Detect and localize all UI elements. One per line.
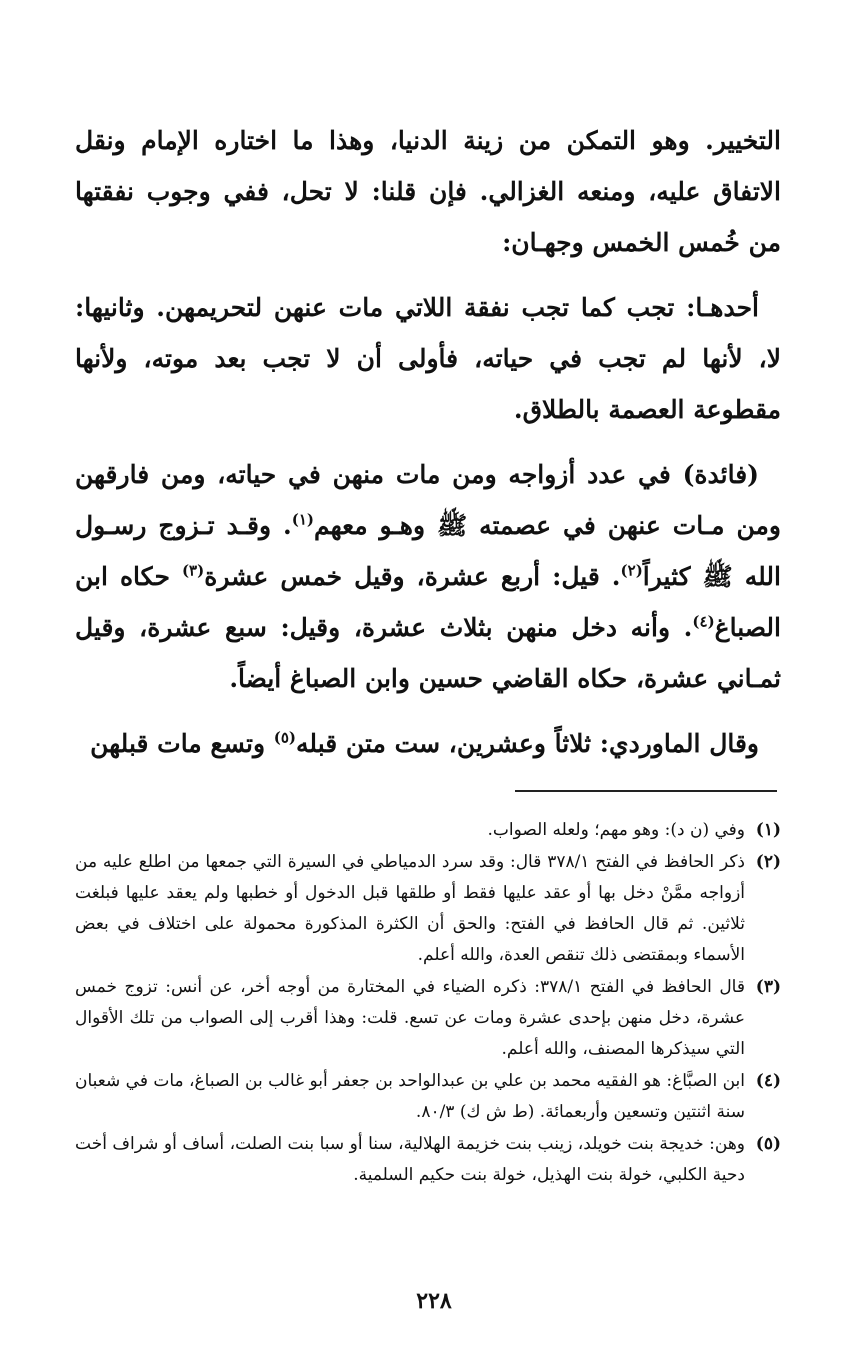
paragraph-2 bbox=[75, 282, 781, 435]
footnotes bbox=[75, 815, 781, 1192]
footnote-4 bbox=[75, 1066, 781, 1128]
footnote-1 bbox=[75, 815, 781, 846]
footnote-text: قال الحافظ في الفتح ٣٧٨/١: ذكره الضياء في المختارة من أوجه أخر، عن أنس: تزوج خمس عشرة، دخل منهن بإحدى عشرة ومات عن تسع. قلت: وهذا أقرب إلى الصواب من تلك الأقوال التي سيذكرها المصنف، والله أعلم. bbox=[75, 977, 745, 1059]
footnote-marker-5[interactable]: (٥) bbox=[273, 728, 297, 747]
footnote-marker-4[interactable]: (٤) bbox=[692, 612, 715, 631]
footnote-number: (٣) bbox=[755, 977, 781, 997]
paragraph-4-text: وقال الماوردي: ثلاثاً وعشرين، ست متن قبله bbox=[296, 729, 759, 758]
paragraph-1: التخيير. وهو التمكن من زينة الدنيا، وهذا ما اختاره الإمام ونقل الاتفاق عليه، ومنعه الغزالي. فإن قلنا: لا تحل، ففي وجوب نفقتها من خُمس الخمس وجهـان: bbox=[75, 126, 781, 257]
footnote-divider bbox=[515, 790, 777, 792]
footnote-text: وفي (ن د): وهو مهم؛ ولعله الصواب. bbox=[487, 820, 745, 840]
paragraph-3-text: حكاه ابن الصباغ bbox=[75, 562, 781, 642]
paragraph-3 bbox=[75, 449, 781, 704]
footnote-text: وهن: خديجة بنت خويلد، زينب بنت خزيمة الهلالية، سنا أو سبا بنت الصلت، أساف أو شراف أخت دحية الكلبي، خولة بنت الهذيل، خولة بنت حكيم السلمية. bbox=[75, 1134, 745, 1185]
paragraph-2-text: أحدهـا: تجب كما تجب نفقة اللاتي مات عنهن لتحريمهن. وثانيها: لا، لأنها لم تجب في حياته، فأولى أن لا تجب بعد موته، ولأنها مقطوعة العصمة بالطلاق. bbox=[75, 293, 781, 424]
paragraph-3-text: . وأنه دخل منهن بثلاث عشرة، وقيل: سبع عشرة، وقيل ثمـاني عشرة، حكاه القاضي حسين وابن الصباغ أيضاً. bbox=[75, 613, 781, 693]
main-text bbox=[75, 115, 781, 783]
footnote-marker-1[interactable]: (١) bbox=[291, 510, 314, 529]
footnote-2 bbox=[75, 847, 781, 971]
footnote-text: ابن الصبَّاغ: هو الفقيه محمد بن علي بن عبدالواحد بن جعفر أبو غالب بن الصباغ، مات في شعبان سنة اثنتين وتسعين وأربعمائة. (ط ش ك) ٨٠/٣. bbox=[75, 1071, 745, 1122]
footnote-marker-3[interactable]: (٣) bbox=[181, 561, 205, 580]
footnote-marker-2[interactable]: (٢) bbox=[620, 561, 643, 580]
page-number: ٢٢٨ bbox=[416, 1288, 452, 1314]
footnote-number: (١) bbox=[755, 820, 781, 840]
paragraph-3-text: (فائدة) في عدد أزواجه ومن مات منهن في حياته، ومن فارقهن ومن مـات عنهن في عصمته ﷺ وهـو معهم bbox=[75, 460, 782, 540]
paragraph-4-text: وتسع مات قبلهن bbox=[90, 729, 274, 758]
footnote-5 bbox=[75, 1129, 781, 1191]
footnote-3 bbox=[75, 972, 781, 1065]
footnote-text: ذكر الحافظ في الفتح ٣٧٨/١ قال: وقد سرد الدمياطي في السيرة التي جمعها من اطلع عليه من أزواجه ممَّنْ دخل بها أو عقد عليها فقط أو طلقها قبل الدخول أو خطبها ولم يعقد عليها فبلغت ثلاثين. ثم قال الحافظ في الفتح: والحق أن الكثرة المذكورة محمولة على اختلاف في بعض الأسماء وبمقتضى ذلك تنقص العدة، والله أعلم. bbox=[75, 852, 745, 965]
paragraph-3-text: . وقـد تـزوج رسـول الله ﷺ كثيراً bbox=[75, 511, 781, 591]
paragraph-4 bbox=[75, 718, 781, 769]
footnote-number: (٢) bbox=[755, 852, 781, 872]
paragraph-3-text: . قيل: أربع عشرة، وقيل خمس عشرة bbox=[204, 562, 621, 591]
footnote-number: (٤) bbox=[755, 1071, 781, 1091]
footnote-number: (٥) bbox=[755, 1134, 781, 1154]
